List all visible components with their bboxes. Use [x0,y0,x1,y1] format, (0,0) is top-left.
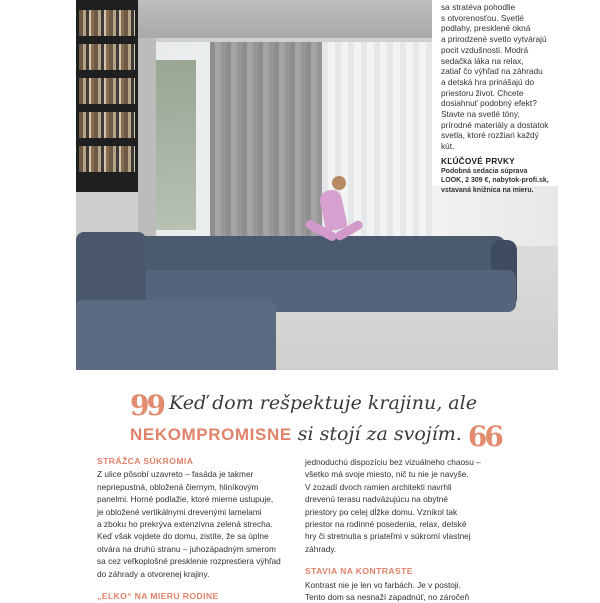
quote-line-2 [130,417,510,453]
quote-line-1 [130,386,510,422]
body-line: jednoduchú dispozíciu bez vizuálneho chaosu – [305,457,481,467]
caption-item: vstavaná knižnica na mieru. [441,186,534,194]
body-line: Kontrast nie je len vo farbách. Je v postoji. [305,579,461,590]
caption-line: podlahy, presklené okná [441,23,531,34]
caption-line: sa stratéva pohodlie [441,2,516,12]
photo-trees [156,60,196,230]
quote-accent-word: NEKOMPROMISNE [130,425,292,444]
quote-text: si stojí za svojím. [291,423,462,445]
body-line: Keď však vojdete do domu, zistíte, že sa úplne [97,531,269,542]
photo-grey-curtain [210,42,322,247]
body-line: Tento dom sa nesnaží zapadnúť, no záročeň [305,592,470,603]
caption-line: kút. [441,141,455,152]
caption-line: s otvorenosťou. Svetlé [441,12,524,23]
body-line: je obložené vertikálnymi drevenými lamelami [97,506,262,517]
caption-line: a detská hra prinášajú do [441,76,535,87]
section-heading: „ELKO“ NA MIERU RODINE [97,591,219,602]
photo-caption [432,0,560,194]
body-line: nepriepustná, obložená čiernym, hliníkovým [97,481,259,492]
caption-line: prírodné materiály a dostatok [441,119,549,130]
section-heading: STAVIA NA KONTRASTE [305,566,413,577]
caption-item: Podobná sedacia súprava [441,167,528,175]
photo-sofa-chaise [76,300,276,370]
body-line: priestor na rodinné posedenia, relax, detské [305,519,467,530]
caption-line: svetla, ktoré rozžiari každý [441,130,539,141]
body-line: a zboku ho prekrýva extenzívna zelená strecha. [97,519,273,530]
body-line: V zozadí dvoch ramien architekti navrhli [305,481,452,492]
caption-heading: KĽÚČOVÉ PRVKY [441,155,515,166]
body-line: drevenú terasu nadväzujúcu na obytné [305,494,448,505]
body-line: otvára na druhú stranu – juhozápadným smerom [97,543,276,554]
caption-line: pocit vzdušnosti. Modrá [441,44,529,55]
photo-wall [138,38,156,254]
body-line: všetko má svoje miesto, nič tu nie je navyše. [305,469,469,480]
body-line: sa cez veľkoplošné presklenie rozprestiera výhľad [97,556,281,567]
caption-line: zatiaľ čo výhľad na záhradu [441,66,543,77]
pull-quote [130,386,510,453]
photo-bookshelf [76,0,138,192]
body-line: hry či stretnutia s priateľmi v súkromí vlastnej [305,531,471,542]
caption-line: Stavte na svetlé tóny, [441,109,520,120]
close-quote-mark: 66 [467,420,501,453]
caption-item: LOOK, 2 309 €, nabytok-profi.sk, [441,177,549,185]
body-line: do záhrady a otvorenej krajiny. [97,568,210,579]
body-line: záhrady. [305,543,337,554]
caption-line: sedačka láka na relax, [441,55,524,66]
body-line: panelmi. Horné podlažie, ktoré mierne ustupuje, [97,494,274,505]
right-column [305,456,510,603]
caption-line: a prirodzené svetlo vytvárajú [441,34,547,45]
left-column [97,455,297,603]
body-line: Z ulice pôsobí uzavreto – fasáda je takmer [97,469,254,480]
photo-girl-head [332,176,346,190]
caption-line: priestoru život. Chcete [441,87,524,98]
open-quote-mark: 99 [130,389,163,422]
caption-line: dosiahnuť podobný efekt? [441,98,537,109]
body-line: priestory po celej dĺžke domu. Vznikol tak [305,506,458,517]
quote-text: Keď dom rešpektuje krajinu, ale [169,392,477,414]
section-heading: STRÁŽCA SÚKROMIA [97,456,194,466]
